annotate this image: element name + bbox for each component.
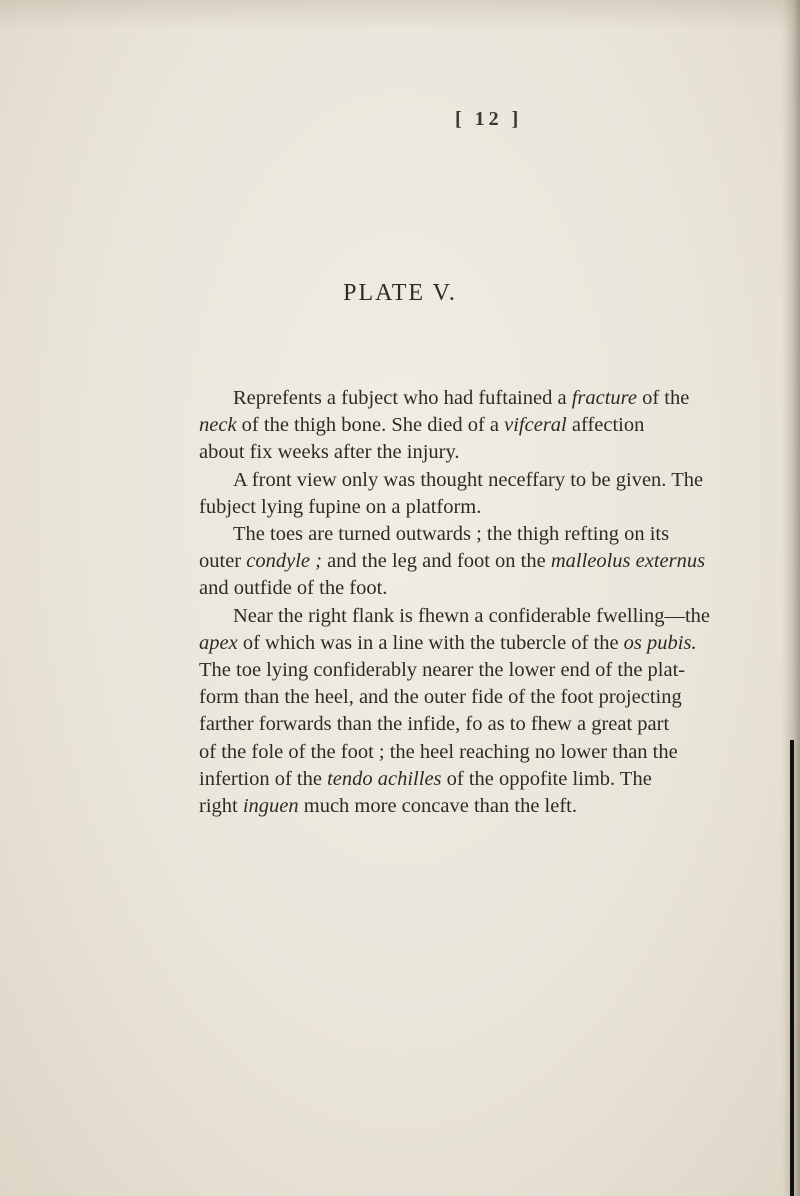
- text-line-12: form than the heel, and the outer fide of the foot projecting: [199, 686, 682, 709]
- text-line-11: The toe lying confiderably nearer the lower end of the plat-: [199, 659, 686, 682]
- text-line-7: outer condyle ; and the leg and foot on the malleolus externus: [199, 550, 706, 573]
- text-line-3: about fix weeks after the injury.: [199, 441, 460, 464]
- body-text: [199, 385, 759, 820]
- page-number: [ 12 ]: [455, 108, 523, 130]
- text-line-4: A front view only was thought neceffary to be given. The: [233, 468, 704, 491]
- text-line-9: Near the right flank is fhewn a confiderable fwelling—the: [233, 604, 711, 627]
- text-line-6: The toes are turned outwards ; the thigh refting on its: [233, 523, 670, 546]
- text-line-15: infertion of the tendo achilles of the oppofite limb. The: [199, 767, 652, 790]
- text-line-10: apex of which was in a line with the tubercle of the os pubis.: [199, 631, 697, 654]
- page-top-shadow: [0, 0, 800, 30]
- text-line-2: neck of the thigh bone. She died of a vifceral affection: [199, 414, 645, 437]
- text-line-16: right inguen much more concave than the left.: [199, 795, 577, 818]
- binding-line: [790, 740, 794, 1196]
- text-line-1: Reprefents a fubject who had fuftained a fracture of the: [233, 387, 690, 409]
- text-line-8: and outfide of the foot.: [199, 577, 388, 600]
- plate-title: PLATE V.: [343, 280, 457, 306]
- text-line-13: farther forwards than the infide, fo as to fhew a great part: [199, 713, 670, 736]
- text-line-5: fubject lying fupine on a platform.: [199, 495, 482, 518]
- text-line-14: of the fole of the foot ; the heel reaching no lower than the: [199, 740, 678, 763]
